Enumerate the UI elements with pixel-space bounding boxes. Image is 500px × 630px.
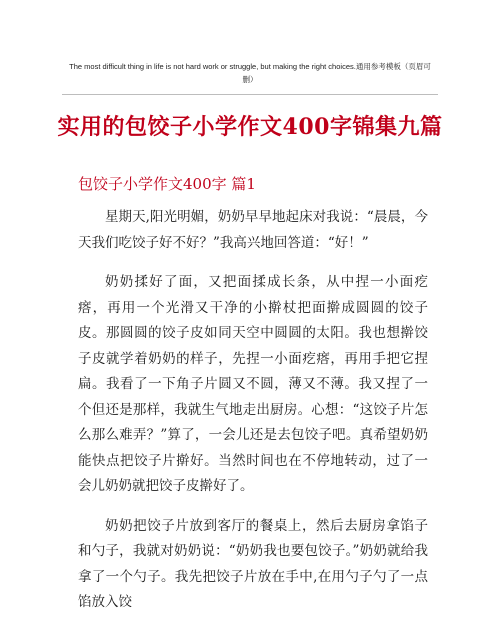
header-divider (62, 94, 438, 95)
page-header (60, 60, 440, 86)
paragraph-1: 星期天,阳光明媚，奶奶早早地起床对我说：“晨晨，今天我们吃饺子好不好？”我高兴地回答道：“好！” (78, 209, 428, 251)
document-title: 实用的包饺子小学作文400字锦集九篇 (57, 114, 443, 140)
header-text-line2: 删） (242, 75, 258, 84)
header-text-line1: The most difficult thing in life is not hard work or struggle, but making the right choices.通用参考模板（页眉可 (69, 62, 431, 71)
paragraph-2: 奶奶揉好了面，又把面揉成长条，从中捏一小面疙瘩，再用一个光滑又干净的小擀杖把面擀成圆圆的饺子皮。那圆圆的饺子皮如同天空中圆圆的太阳。我也想擀饺子皮就学着奶奶的样子，先捏一小面疙瘩，再用手把它捏扁。我看了一下角子片圆又不圆，薄又不薄。我又捏了一个但还是那样，我就生气地走出厨房。心想：“这饺子片怎么那么难弄？”算了，一会儿还是去包饺子吧。真希望奶奶能快点把饺子片擀好。当然时间也在不停地转动，过了一会儿奶奶就把饺子皮擀好了。 (78, 274, 428, 494)
paragraph-3: 奶奶把饺子片放到客厅的餐桌上，然后去厨房拿馅子和勺子，我就对奶奶说：“奶奶我也要包饺子。”奶奶就给我拿了一个勺子。我先把饺子片放在手中,在用勺子勺了一点馅放入饺 (78, 517, 428, 610)
section-title: 包饺子小学作文400字 篇1 (78, 175, 256, 193)
